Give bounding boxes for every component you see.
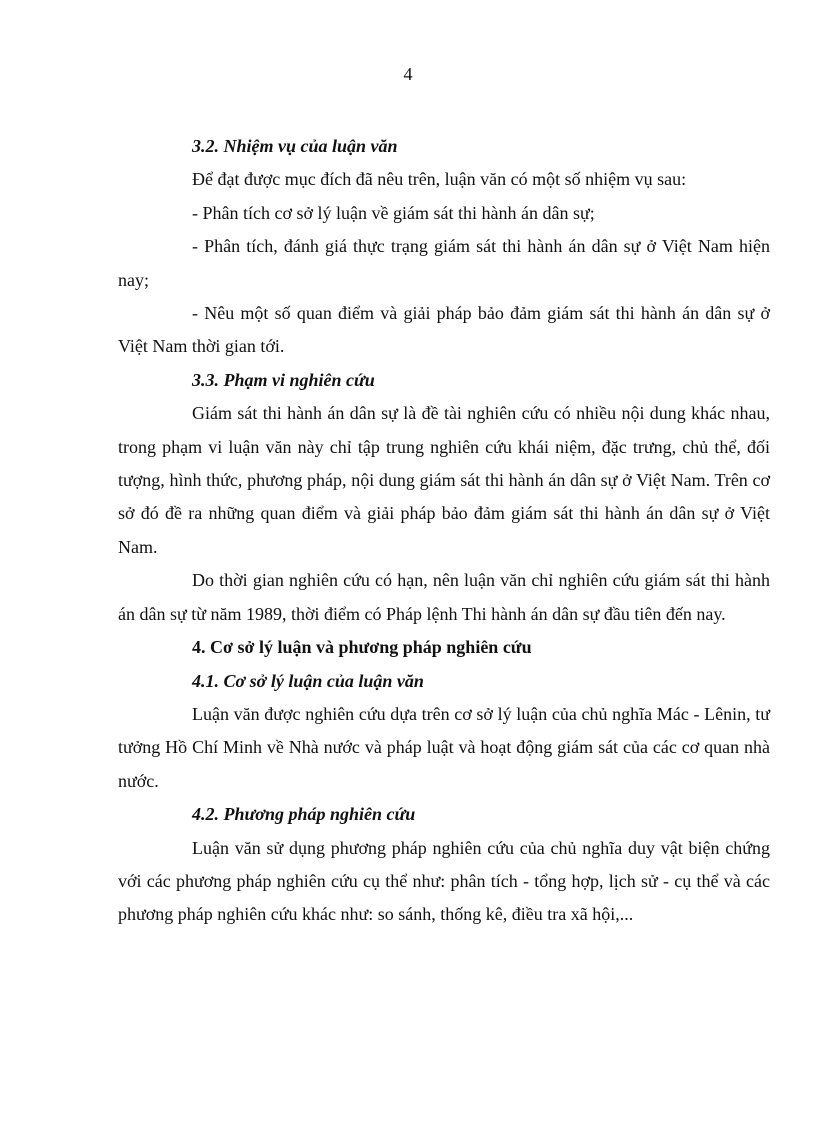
list-item: - Phân tích cơ sở lý luận về giám sát thi hành án dân sự; — [192, 202, 595, 223]
paragraph: Để đạt được mục đích đã nêu trên, luận văn có một số nhiệm vụ sau: — [192, 169, 687, 190]
paragraph: Luận văn sử dụng phương pháp nghiên cứu của chủ nghĩa duy vật biện chứng với các phương pháp nghiên cứu cụ thể như: phân tích - tổng hợp, lịch sử - cụ thể và các phương pháp nghiên cứu khác như: so sánh, thống kê, điều tra xã hội,... — [118, 837, 770, 925]
section-heading-4-1: 4.1. Cơ sở lý luận của luận văn — [192, 670, 424, 691]
section-heading-3-2: 3.2. Nhiệm vụ của luận văn — [192, 136, 398, 156]
paragraph: Giám sát thi hành án dân sự là đề tài nghiên cứu có nhiều nội dung khác nhau, trong phạm vi luận văn này chỉ tập trung nghiên cứu khái niệm, đặc trưng, chủ thể, đối tượng, hình thức, phương pháp, nội dung giám sát thi hành án dân sự ở Việt Nam. Trên cơ sở đó đề ra những quan điểm và giải pháp bảo đảm giám sát thi hành án dân sự ở Việt Nam. — [118, 403, 770, 557]
paragraph: Do thời gian nghiên cứu có hạn, nên luận văn chỉ nghiên cứu giám sát thi hành án dân sự từ năm 1989, thời điểm có Pháp lệnh Thi hành án dân sự đầu tiên đến nay. — [118, 570, 770, 624]
document-body — [118, 130, 770, 932]
list-item: - Nêu một số quan điểm và giải pháp bảo đảm giám sát thi hành án dân sự ở Việt Nam thời gian tới. — [118, 303, 770, 357]
page-number: 4 — [403, 64, 413, 84]
list-item: - Phân tích, đánh giá thực trạng giám sát thi hành án dân sự ở Việt Nam hiện nay; — [118, 236, 770, 290]
section-heading-3-3: 3.3. Phạm vi nghiên cứu — [192, 369, 375, 390]
section-heading-4-2: 4.2. Phương pháp nghiên cứu — [192, 804, 416, 825]
section-heading-4: 4. Cơ sở lý luận và phương pháp nghiên cứu — [192, 637, 532, 658]
paragraph: Luận văn được nghiên cứu dựa trên cơ sở lý luận của chủ nghĩa Mác - Lênin, tư tưởng Hồ Chí Minh về Nhà nước và pháp luật và hoạt động giám sát của các cơ quan nhà nước. — [118, 703, 770, 791]
